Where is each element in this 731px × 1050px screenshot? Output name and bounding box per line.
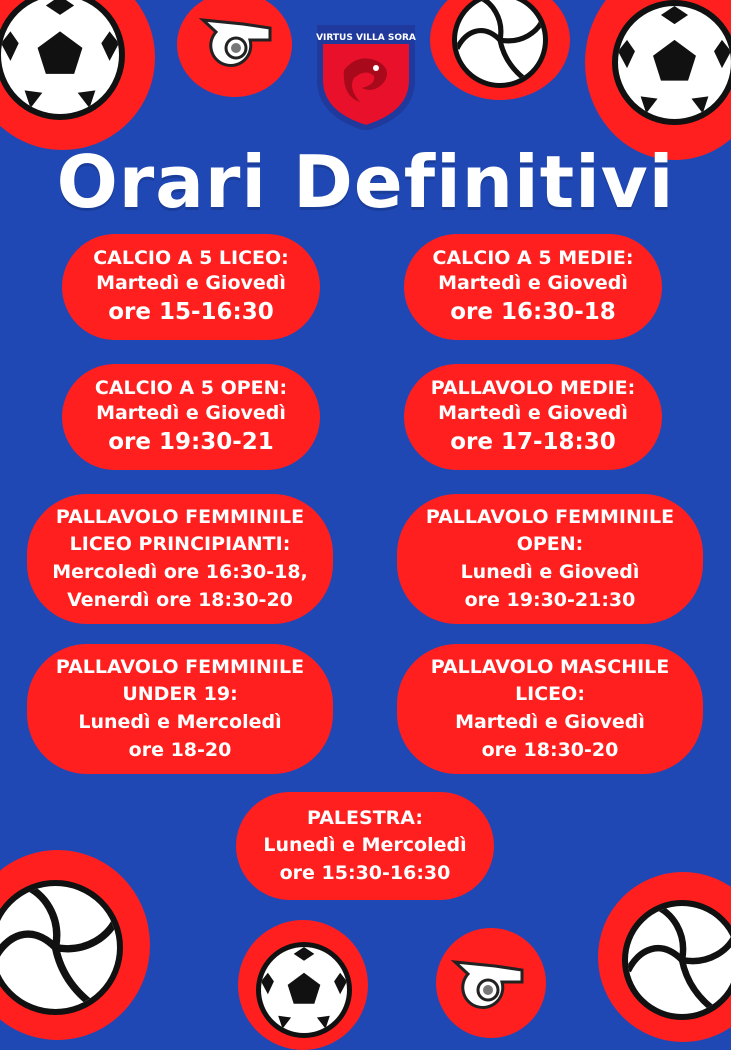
whistle-icon	[448, 952, 532, 1016]
svg-text:VIRTUS VILLA SORA: VIRTUS VILLA SORA	[316, 33, 416, 43]
schedule-time: ore 19:30-21:30	[464, 588, 636, 611]
schedule-days: Martedì e Giovedì	[438, 402, 628, 425]
schedule-title: CALCIO A 5 MEDIE:	[432, 246, 634, 269]
schedule-title: CALCIO A 5 LICEO:	[93, 246, 289, 269]
soccer-ball-icon	[612, 0, 731, 125]
schedule-days: Lunedì e Mercoledì	[78, 711, 282, 733]
schedule-title: PALLAVOLO FEMMINILE	[55, 505, 305, 528]
schedule-time: ore 17-18:30	[450, 429, 616, 456]
schedule-pallavolo-medie	[404, 364, 662, 470]
schedule-title: CALCIO A 5 OPEN:	[94, 376, 288, 399]
schedule-pallavolo-maschile-liceo	[397, 644, 703, 774]
schedule-days: Mercoledì ore 16:30-18,	[52, 561, 308, 583]
schedule-pallavolo-femminile-open	[397, 494, 703, 624]
schedule-days: Lunedì e Giovedì	[460, 561, 640, 583]
whistle-icon	[198, 10, 278, 74]
schedule-days: Martedì e Giovedì	[438, 272, 628, 295]
schedule-pallavolo-femminile-liceo	[27, 494, 333, 624]
schedule-days: Lunedì e Mercoledì	[263, 834, 467, 857]
schedule-days: Martedì e Giovedì	[96, 272, 286, 295]
schedule-time: ore 16:30-18	[450, 299, 616, 326]
club-logo	[314, 22, 418, 130]
schedule-subtitle: UNDER 19:	[122, 683, 238, 706]
schedule-calcio-open	[62, 364, 320, 470]
schedule-time: ore 15:30-16:30	[279, 861, 451, 884]
schedule-days: Martedì e Giovedì	[96, 402, 286, 425]
schedule-time: Venerdì ore 18:30-20	[67, 588, 293, 611]
schedule-subtitle: LICEO PRINCIPIANTI:	[69, 533, 291, 556]
schedule-title: PALLAVOLO MEDIE:	[430, 376, 636, 399]
page-title: Orari Definitivi	[56, 140, 675, 224]
schedule-subtitle: LICEO:	[515, 683, 585, 706]
schedule-time: ore 18-20	[128, 738, 232, 761]
schedule-palestra	[236, 792, 494, 900]
schedule-title: PALESTRA:	[307, 806, 423, 829]
schedule-title: PALLAVOLO FEMMINILE	[425, 505, 675, 528]
schedule-time: ore 18:30-20	[481, 738, 619, 761]
schedule-title: PALLAVOLO MASCHILE	[430, 655, 670, 678]
schedule-time: ore 19:30-21	[108, 429, 274, 456]
schedule-pallavolo-femminile-under19	[27, 644, 333, 774]
schedule-calcio-medie	[404, 234, 662, 340]
schedule-calcio-liceo	[62, 234, 320, 340]
volleyball-icon	[622, 900, 731, 1020]
schedule-days: Martedì e Giovedì	[455, 711, 645, 733]
schedule-time: ore 15-16:30	[108, 299, 274, 326]
schedule-subtitle: OPEN:	[516, 533, 584, 556]
schedule-title: PALLAVOLO FEMMINILE	[55, 655, 305, 678]
